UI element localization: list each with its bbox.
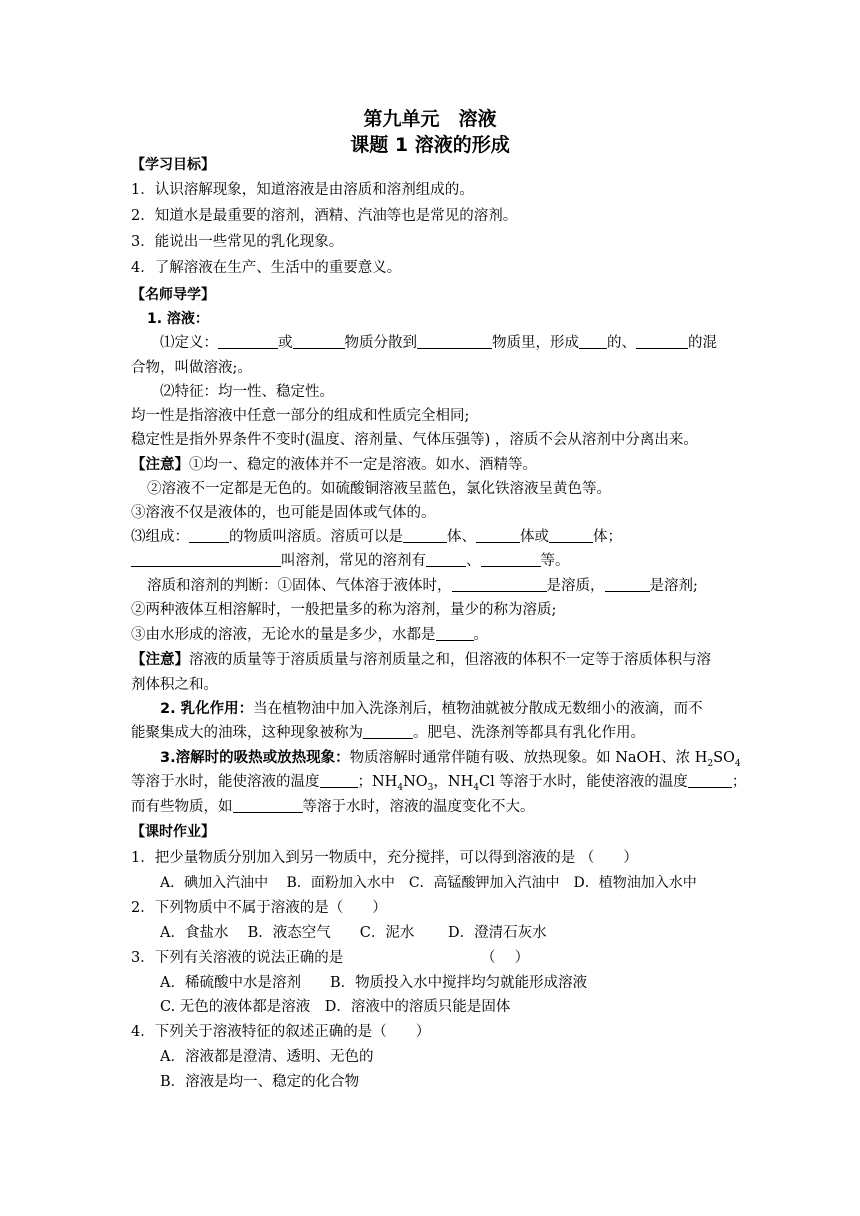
fill-blank[interactable]: [363, 724, 413, 739]
text: 溶质和溶剂的判断：①固体、气体溶于液体时，: [147, 578, 452, 594]
question-2-options: A．食盐水 B．液态空气 C．泥水 D．澄清石灰水: [160, 925, 547, 941]
note-2a: [131, 650, 732, 670]
text: ；NH: [357, 774, 398, 790]
question-3: 3．下列有关溶液的说法正确的是 （ ）: [131, 950, 530, 966]
judge-line-3: [131, 625, 732, 645]
fill-blank[interactable]: [293, 334, 345, 349]
definition-line-2: 合物，叫做溶液;。: [131, 360, 252, 376]
feature-line: ⑵特征：均一性、稳定性。: [160, 384, 334, 400]
text: 的混: [688, 335, 717, 351]
text: 溶液的质量等于溶质质量与溶剂质量之和，但溶液的体积不一定等于溶质体积与溶: [189, 652, 711, 668]
text: ①均一、稳定的液体并不一定是溶液。如水、酒精等。: [189, 457, 537, 473]
fill-blank[interactable]: [436, 626, 474, 641]
question-3-options-2: C. 无色的液体都是溶液 D．溶液中的溶质只能是固体: [160, 999, 511, 1015]
section-3-line: [160, 748, 741, 769]
fill-blank[interactable]: [131, 552, 281, 567]
fill-blank[interactable]: [189, 528, 229, 543]
fill-blank[interactable]: [233, 798, 303, 813]
section-2-line: [160, 699, 732, 719]
goal-item: 3．能说出一些常见的乳化现象。: [131, 234, 344, 250]
section-3-line-2: [131, 772, 747, 793]
fill-blank[interactable]: [320, 773, 358, 788]
text: Cl 等溶于水时，能使溶液的温度: [478, 774, 688, 790]
section-3-line-3: [131, 797, 732, 817]
text: 是溶剂;: [649, 578, 698, 594]
judge-line: [147, 576, 732, 596]
text: 物质溶解时通常伴随有吸、放热现象。如 NaOH、浓 H: [349, 750, 708, 766]
question-3-options: A．稀硫酸中水是溶剂 B．物质投入水中搅拌均匀就能形成溶液: [160, 975, 588, 991]
text: ⑶组成：: [131, 529, 189, 545]
text: NO: [403, 774, 428, 790]
text: 体、: [447, 529, 476, 545]
fill-blank[interactable]: [605, 577, 650, 592]
section-2-title: 2. 乳化作用：: [160, 701, 254, 717]
fill-blank[interactable]: [476, 528, 520, 543]
text: 或: [278, 335, 293, 351]
text: 体；: [593, 529, 622, 545]
question-4-option-a: A．溶液都是澄清、透明、无色的: [160, 1049, 374, 1065]
fill-blank[interactable]: [549, 528, 593, 543]
subscript: 4: [734, 758, 741, 769]
text: 的物质叫溶质。溶质可以是: [229, 529, 403, 545]
question-1: 1．把少量物质分别加入到另一物质中，充分搅拌，可以得到溶液的是 （ ）: [131, 850, 638, 866]
subscript: 2: [707, 758, 714, 769]
text: ③由水形成的溶液，无论水的量是多少，水都是: [131, 627, 436, 643]
goal-item: 2．知道水是最重要的溶剂，酒精、汽油等也是常见的溶剂。: [131, 208, 518, 224]
text: ；: [731, 774, 747, 790]
text: ⑴定义：: [160, 335, 218, 351]
text: 的、: [607, 335, 636, 351]
text: 而有些物质，如: [131, 799, 233, 815]
stable-line: 稳定性是指外界条件不变时(温度、溶剂量、气体压强等) ，溶质不会从溶剂中分离出来。: [131, 432, 698, 448]
note-label: 【注意】: [131, 652, 189, 668]
fill-blank[interactable]: [403, 528, 447, 543]
text: 。肥皂、洗涤剂等都具有乳化作用。: [413, 725, 645, 741]
text: 是溶质，: [546, 578, 605, 594]
fill-blank[interactable]: [417, 334, 492, 349]
note-1a: [131, 455, 732, 475]
goals-header: 【学习目标】: [131, 157, 215, 173]
note-1b: ②溶液不一定都是无色的。如硫酸铜溶液呈蓝色，氯化铁溶液呈黄色等。: [147, 481, 611, 497]
section-1-title: 1. 溶液：: [147, 311, 209, 327]
question-2: 2．下列物质中不属于溶液的是（ ）: [131, 900, 387, 916]
guide-header: 【名师导学】: [131, 287, 215, 303]
text: 。: [473, 627, 488, 643]
definition-line: [160, 333, 732, 353]
text: 物质分散到: [344, 335, 417, 351]
text: 物质里，形成: [492, 335, 579, 351]
page-title: 第九单元 溶液: [363, 108, 497, 130]
page-subtitle: 课题 1 溶液的形成: [350, 134, 510, 156]
homework-header: 【课时作业】: [131, 824, 215, 840]
text: SO: [713, 750, 735, 766]
text: 能聚集成大的油珠，这种现象被称为: [131, 725, 363, 741]
section-3-title: 3.溶解时的吸热或放热现象：: [160, 750, 350, 766]
text: 等。: [540, 553, 570, 569]
fill-blank[interactable]: [426, 552, 466, 567]
text: ，NH: [433, 774, 474, 790]
text: 等溶于水时，溶液的温度变化不大。: [302, 799, 535, 815]
composition-line: [131, 527, 732, 547]
text: 等溶于水时，能使溶液的温度: [131, 774, 320, 790]
text: 、: [466, 553, 481, 569]
judge-line-2: ②两种液体互相溶解时，一般把量多的称为溶剂，量少的称为溶质;: [131, 602, 557, 618]
goal-item: 4．了解溶液在生产、生活中的重要意义。: [131, 260, 402, 276]
note-2b: 剂体积之和。: [131, 677, 218, 693]
fill-blank[interactable]: [579, 334, 607, 349]
question-4-option-b: B．溶液是均一、稳定的化合物: [160, 1074, 360, 1090]
text: 体或: [520, 529, 549, 545]
fill-blank[interactable]: [452, 577, 547, 592]
text: 当在植物油中加入洗涤剂后，植物油就被分散成无数细小的液滴，而不: [253, 701, 703, 717]
note-1c: ③溶液不仅是液体的，也可能是固体或气体的。: [131, 505, 436, 521]
fill-blank[interactable]: [218, 334, 278, 349]
question-1-options: A．碘加入汽油中 B．面粉加入水中 C．高锰酸钾加入汽油中 D．植物油加入水中: [160, 875, 697, 891]
fill-blank[interactable]: [688, 773, 732, 788]
section-2-line-2: [131, 723, 732, 743]
fill-blank[interactable]: [481, 552, 541, 567]
text: 叫溶剂，常见的溶剂有: [281, 553, 426, 569]
subscript: 3: [427, 782, 434, 793]
subscript: 4: [473, 782, 479, 793]
fill-blank[interactable]: [636, 334, 688, 349]
subscript: 4: [397, 782, 404, 793]
note-label: 【注意】: [131, 457, 189, 473]
goal-item: 1．认识溶解现象，知道溶液是由溶质和溶剂组成的。: [131, 182, 474, 198]
uniform-line: 均一性是指溶液中任意一部分的组成和性质完全相同;: [131, 408, 470, 424]
composition-line-2: [131, 551, 732, 571]
question-4: 4．下列关于溶液特征的叙述正确的是（ ）: [131, 1024, 431, 1040]
